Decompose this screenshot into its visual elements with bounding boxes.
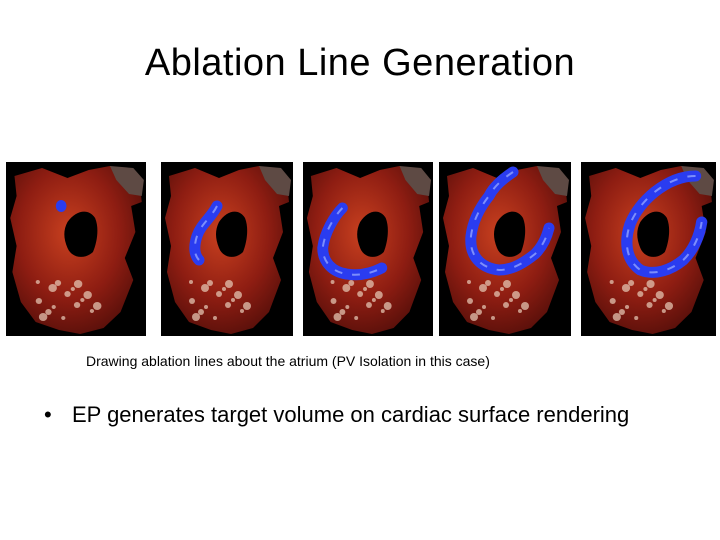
tissue-highlight	[201, 284, 209, 292]
bullet-marker: •	[44, 402, 52, 427]
tissue-highlight	[231, 298, 235, 302]
tissue-highlight	[662, 309, 666, 313]
atrium-render-svg	[303, 162, 433, 336]
tissue-highlight	[357, 291, 363, 297]
tissue-highlight	[643, 287, 647, 291]
tissue-highlight	[634, 316, 638, 320]
tissue-highlight	[39, 313, 47, 321]
bullet-text: EP generates target volume on cardiac surface rendering	[72, 402, 630, 427]
tissue-highlight	[345, 305, 349, 309]
tissue-highlight	[500, 287, 504, 291]
tissue-highlight	[637, 291, 643, 297]
tissue-highlight	[213, 316, 217, 320]
tissue-highlight	[198, 309, 204, 315]
tissue-highlight	[613, 313, 621, 321]
tissue-highlight	[479, 284, 487, 292]
atrium-render-svg	[161, 162, 293, 336]
tissue-highlight	[622, 284, 630, 292]
tissue-highlight	[225, 280, 233, 288]
tissue-highlight	[216, 291, 222, 297]
tissue-highlight	[366, 280, 374, 288]
tissue-highlight	[243, 302, 251, 310]
tissue-highlight	[83, 291, 91, 299]
tissue-highlight	[512, 291, 520, 299]
tissue-highlight	[225, 302, 231, 308]
tissue-highlight	[494, 291, 500, 297]
tissue-highlight	[467, 298, 473, 304]
tissue-highlight	[93, 302, 101, 310]
ablation-image-strip	[6, 162, 716, 336]
tissue-highlight	[64, 291, 70, 297]
atrium-render-panel-4	[439, 162, 571, 336]
tissue-highlight	[55, 280, 61, 286]
tissue-highlight	[234, 291, 242, 299]
tissue-highlight	[610, 280, 614, 284]
tissue-highlight	[354, 316, 358, 320]
tissue-highlight	[521, 302, 529, 310]
atrium-render-panel-2	[161, 162, 293, 336]
atrium-render-svg	[581, 162, 716, 336]
tissue-highlight	[61, 316, 65, 320]
tissue-highlight	[331, 298, 337, 304]
tissue-highlight	[476, 309, 482, 315]
tissue-highlight	[503, 280, 511, 288]
tissue-highlight	[482, 305, 486, 309]
tissue-highlight	[71, 287, 75, 291]
tissue-highlight	[339, 309, 345, 315]
ablation-start-point	[56, 200, 67, 212]
tissue-highlight	[665, 302, 673, 310]
tissue-highlight	[509, 298, 513, 302]
tissue-highlight	[36, 280, 40, 284]
tissue-highlight	[518, 309, 522, 313]
tissue-highlight	[384, 302, 392, 310]
tissue-highlight	[625, 305, 629, 309]
tissue-highlight	[363, 287, 367, 291]
tissue-highlight	[348, 280, 354, 286]
tissue-highlight	[470, 313, 478, 321]
tissue-highlight	[491, 316, 495, 320]
tissue-highlight	[192, 313, 200, 321]
tissue-highlight	[342, 284, 350, 292]
atrium-render-panel-3	[303, 162, 433, 336]
tissue-highlight	[189, 298, 195, 304]
tissue-highlight	[80, 298, 84, 302]
tissue-highlight	[74, 280, 82, 288]
figure-caption: Drawing ablation lines about the atrium (PV Isolation in this case)	[86, 353, 490, 369]
tissue-highlight	[628, 280, 634, 286]
tissue-highlight	[45, 309, 51, 315]
atrium-render-panel-1	[6, 162, 146, 336]
tissue-highlight	[375, 291, 383, 299]
tissue-highlight	[240, 309, 244, 313]
tissue-highlight	[189, 280, 193, 284]
tissue-highlight	[52, 305, 56, 309]
tissue-highlight	[74, 302, 80, 308]
tissue-highlight	[372, 298, 376, 302]
tissue-highlight	[619, 309, 625, 315]
tissue-highlight	[90, 309, 94, 313]
atrium-render-panel-5	[581, 162, 716, 336]
tissue-highlight	[36, 298, 42, 304]
tissue-highlight	[653, 298, 657, 302]
tissue-highlight	[222, 287, 226, 291]
tissue-highlight	[503, 302, 509, 308]
tissue-highlight	[48, 284, 56, 292]
bullet-item	[44, 402, 629, 428]
tissue-highlight	[204, 305, 208, 309]
tissue-highlight	[366, 302, 372, 308]
tissue-highlight	[610, 298, 616, 304]
slide-title: Ablation Line Generation	[144, 42, 576, 84]
tissue-highlight	[381, 309, 385, 313]
atrium-render-svg	[6, 162, 146, 336]
tissue-highlight	[334, 313, 342, 321]
atrium-render-svg	[439, 162, 571, 336]
tissue-highlight	[656, 291, 664, 299]
tissue-highlight	[331, 280, 335, 284]
tissue-highlight	[467, 280, 471, 284]
tissue-highlight	[646, 302, 652, 308]
tissue-highlight	[207, 280, 213, 286]
tissue-highlight	[485, 280, 491, 286]
tissue-highlight	[646, 280, 654, 288]
